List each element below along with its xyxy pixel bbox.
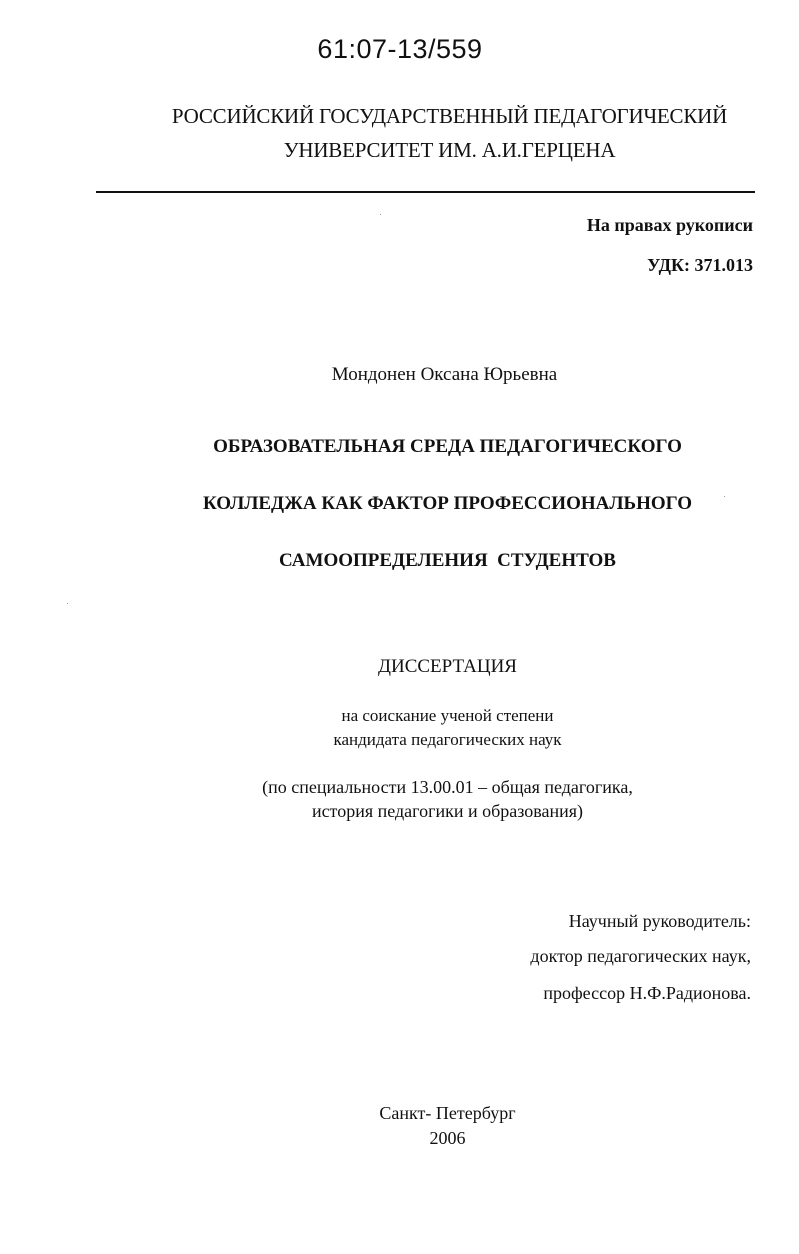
university-name-line-2: УНИВЕРСИТЕТ ИМ. А.И.ГЕРЦЕНА (283, 138, 616, 162)
archive-code: 61:07-13/559 (317, 34, 483, 64)
title-line-3: САМООПРЕДЕЛЕНИЯ СТУДЕНТОВ (279, 550, 616, 571)
specialty-line-2: история педагогики и образования) (311, 801, 584, 821)
specialty-line-1: (по специальности 13.00.01 – общая педагогика, (262, 777, 633, 797)
document-type: ДИССЕРТАЦИЯ (378, 656, 517, 677)
scan-speck (724, 496, 725, 497)
title-line-1: ОБРАЗОВАТЕЛЬНАЯ СРЕДА ПЕДАГОГИЧЕСКОГО (213, 436, 682, 457)
supervisor-degree: доктор педагогических наук, (530, 946, 751, 966)
degree-line-2: кандидата педагогических наук (333, 730, 562, 749)
header-divider (96, 191, 755, 193)
udk-code: УДК: 371.013 (647, 255, 753, 275)
manuscript-rights-note: На правах рукописи (586, 215, 753, 235)
university-name-line-1: РОССИЙСКИЙ ГОСУДАРСТВЕННЫЙ ПЕДАГОГИЧЕСКИЙ (171, 104, 728, 128)
supervisor-label: Научный руководитель: (568, 911, 751, 931)
scan-speck (67, 603, 68, 604)
title-line-2: КОЛЛЕДЖА КАК ФАКТОР ПРОФЕССИОНАЛЬНОГО (202, 493, 693, 514)
degree-line-1: на соискание ученой степени (341, 706, 554, 725)
city: Санкт- Петербург (379, 1103, 516, 1123)
supervisor-name: профессор Н.Ф.Радионова. (543, 983, 751, 1003)
author-name: Мондонен Оксана Юрьевна (331, 364, 558, 385)
year: 2006 (429, 1128, 466, 1148)
scan-speck (380, 214, 381, 215)
